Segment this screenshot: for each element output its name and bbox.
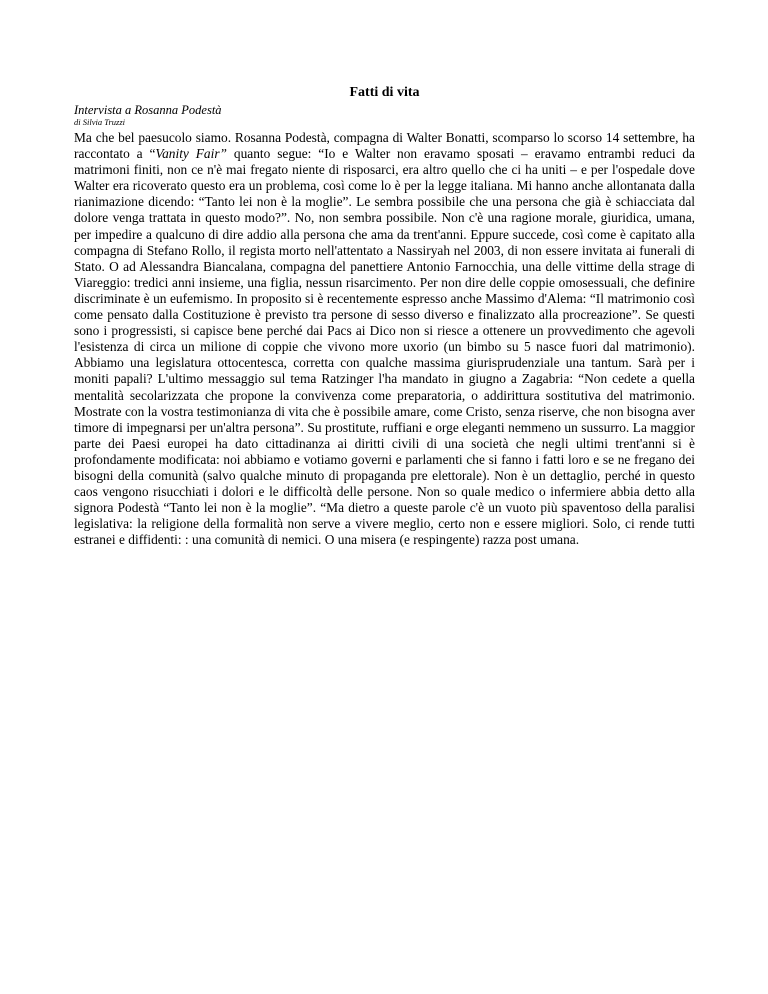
body-text-part-1: Ma che bel paesucolo siamo. Rosanna Podestà, compagna di Walter Bonatti, scomparso lo scorso 14 settembre, ha raccontato a “ <box>74 130 695 162</box>
article-byline: di Silvia Truzzi <box>74 117 126 127</box>
article-subtitle: Intervista a Rosanna Podestà <box>74 103 222 117</box>
article-title: Fatti di vita <box>349 85 420 100</box>
article-body <box>74 130 695 548</box>
magazine-name: Vanity Fair” <box>155 146 227 162</box>
body-text-part-2: quanto segue: “Io e Walter non eravamo sposati – eravamo entrambi reduci da matrimoni finiti, non ce n'è mai fregato niente di risposarci, era altro quello che ci ha uniti – e per l'ospedale dove Walter era ricoverato questo era un problema, così come lo è per la legge italiana. Mi hanno anche allontanata dalla rianimazione dicendo: “Tanto lei non è la moglie”. Le sembra possibile che una persona che già è schiacciata dal dolore venga trattata in questo modo?”. No, non sembra possibile. Non c'è una ragione morale, giuridica, umana, per impedire a qualcuno di dire addio alla persona che ama da trent'anni. Eppure succede, così come è capitato alla compagna di Stefano Rollo, il regista morto nell'attentato a Nassiryah nel 2003, di non essere invitata ai funerali di Stato. O ad Alessandra Biancalana, compagna del panettiere Antonio Farnocchia, una delle vittime della strage di Viareggio: tredici anni insieme, una figlia, nessun risarcimento. Per non dire delle coppie omosessuali, che definire discriminate è un eufemismo. In proposito si è recentemente espresso anche Massimo d'Alema: “Il matrimonio così come pensato dalla Costituzione è previsto tra persone di sesso diverso e finalizzato alla procreazione”. Se questi sono i progressisti, si capisce bene perché dai Pacs ai Dico non si riesce a ottenere un provvedimento che agevoli l'esistenza di circa un milione di coppie che vivono more uxorio (un bimbo su 5 nasce fuori dal matrimonio). Abbiamo una legislatura ottocentesca, corretta con qualche massima giurisprudenziale una tantum. Sarà per i moniti papali? L'ultimo messaggio sul tema Ratzinger l'ha mandato in giugno a Zagabria: “Non cedete a quella mentalità secolarizzata che propone la convivenza come preparatoria, o addirittura sostitutiva del matrimonio. Mostrate con la vostra testimonianza di vita che è possibile amare, come Cristo, senza riserve, che non bisogna aver timore di impegnarsi per un'altra persona”. Su prostitute, ruffiani e orge eleganti nemmeno un sussurro. La maggior parte dei Paesi europei ha dato cittadinanza ai diritti civili di una società che negli ultimi trent'anni si è profondamente modificata: noi abbiamo e votiamo governi e parlamenti che si fanno i fatti loro e se ne fregano dei bisogni della comunità (salvo qualche minuto di propaganda pre elettorale). Non è un dettaglio, perché in questo caos vengono risucchiati i dolori e le difficoltà delle persone. Non so quale medico o infermiere abbia detto alla signora Podestà “Tanto lei non è la moglie”. “Ma dietro a queste parole c'è un vuoto più spaventoso della paralisi legislativa: la religione della formalità non serve a vivere meglio, certo non e essere migliori. Solo, ci rende tutti estranei e diffidenti: : una comunità di nemici. O una misera (e respingente) razza post umana. <box>74 146 696 548</box>
document-page <box>74 84 695 548</box>
